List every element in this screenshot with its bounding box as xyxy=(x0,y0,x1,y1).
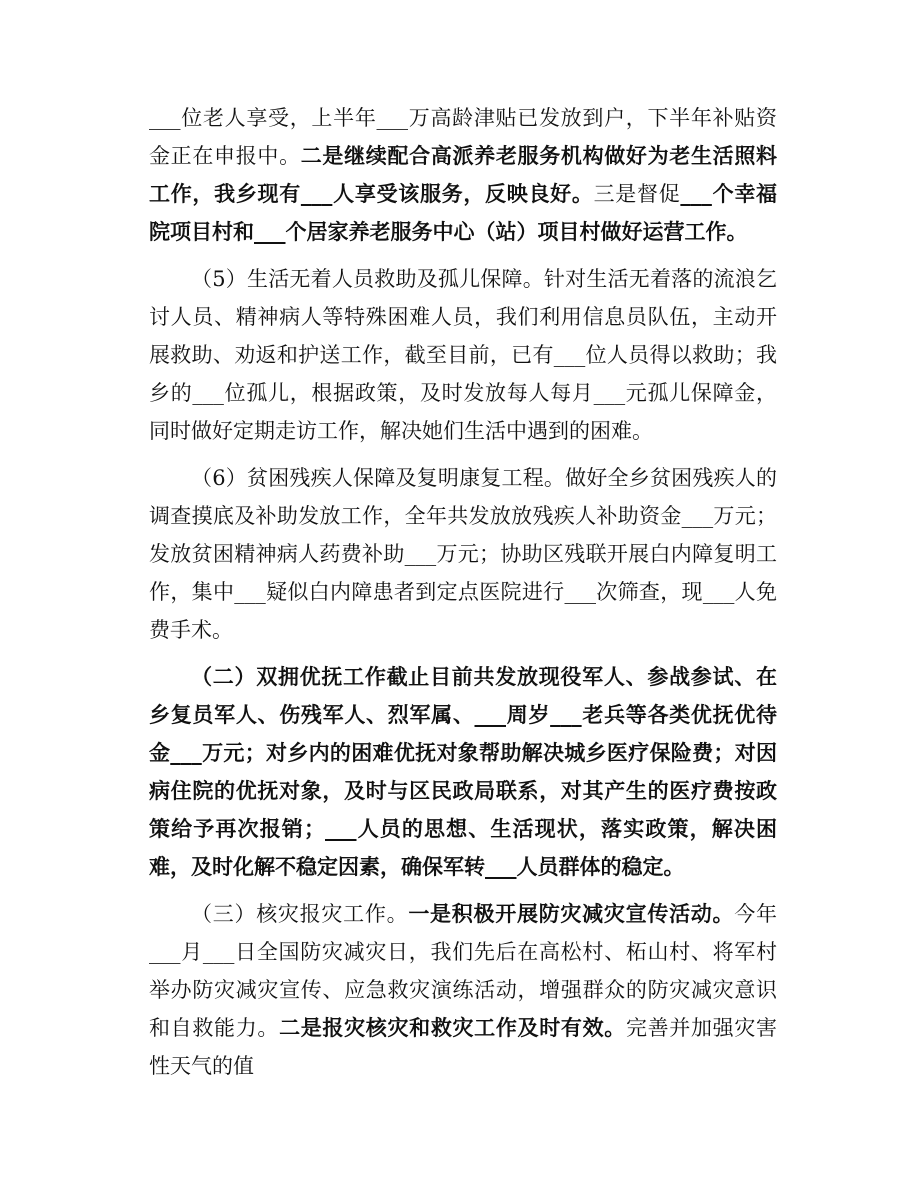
text-segment: （三）核灾报灾工作。 xyxy=(191,902,409,926)
paragraph-military-support xyxy=(149,658,777,886)
paragraph-disabled-support xyxy=(149,459,777,649)
text-segment: ___位老人享受，上半年___万高龄津贴已发放到户，下半年补贴资金正在申报中。 xyxy=(149,106,777,168)
paragraph-vagrant-relief-orphans xyxy=(149,260,777,450)
text-segment: 完善并加强灾害性天气的值 xyxy=(149,1016,778,1078)
text-segment: 三是督促 xyxy=(593,182,681,206)
text-segment-bold: 二是继续配合高派养老服务机构做好为老生活照料工作，我乡现有___人享受该服务，反映良好。 xyxy=(149,143,777,206)
text-segment: （5）生活无着人员救助及孤儿保障。针对生活无着落的流浪乞讨人员、精神病人等特殊困难人员，我们利用信息员队伍，主动开展救助、劝返和护送工作，截至目前，已有___位人员得以救助；我乡的___位孤儿，根据政策，及时发放每人每月___元孤儿保障金，同时做好定期走访工作，解决她们生活中遇到的困难。 xyxy=(149,267,777,443)
text-segment-bold: （二）双拥优抚工作截止目前共发放现役军人、参战参试、在乡复员军人、伤残军人、烈军属、___周岁___老兵等各类优抚优待金___万元；对乡内的困难优抚对象帮助解决城乡医疗保险费；对因病住院的优抚对象，及时与区民政局联系，对其产生的医疗费按政策给予再次报销；___人员的思想、生活现状，落实政策，解决困难，及时化解不稳定因素，确保军转___人员群体的稳定。 xyxy=(149,664,777,879)
paragraph-elderly-care-continued xyxy=(149,99,777,251)
text-segment: 今年___月___日全国防灾减灾日，我们先后在高松村、柘山村、将军村举办防灾减灾宣传、应急救灾演练活动，增强群众的防灾减灾意识和自救能力。 xyxy=(149,902,778,1040)
document-page xyxy=(149,99,777,1094)
text-segment-bold: 二是报灾核灾和救灾工作及时有效。 xyxy=(279,1015,626,1040)
paragraph-disaster-reporting xyxy=(149,895,777,1085)
text-segment-bold: ___个幸福院项目村和___个居家养老服务中心（站）项目村做好运营工作。 xyxy=(149,181,778,244)
text-segment: （6）贫困残疾人保障及复明康复工程。做好全乡贫困残疾人的调查摸底及补助发放工作，全年共发放放残疾人补助资金___万元；发放贫困精神病人药费补助___万元；协助区残联开展白内障复明工作，集中___疑似白内障患者到定点医院进行___次筛查，现___人免费手术。 xyxy=(149,466,777,642)
text-segment-bold: 一是积极开展防灾减灾宣传活动。 xyxy=(408,901,735,926)
